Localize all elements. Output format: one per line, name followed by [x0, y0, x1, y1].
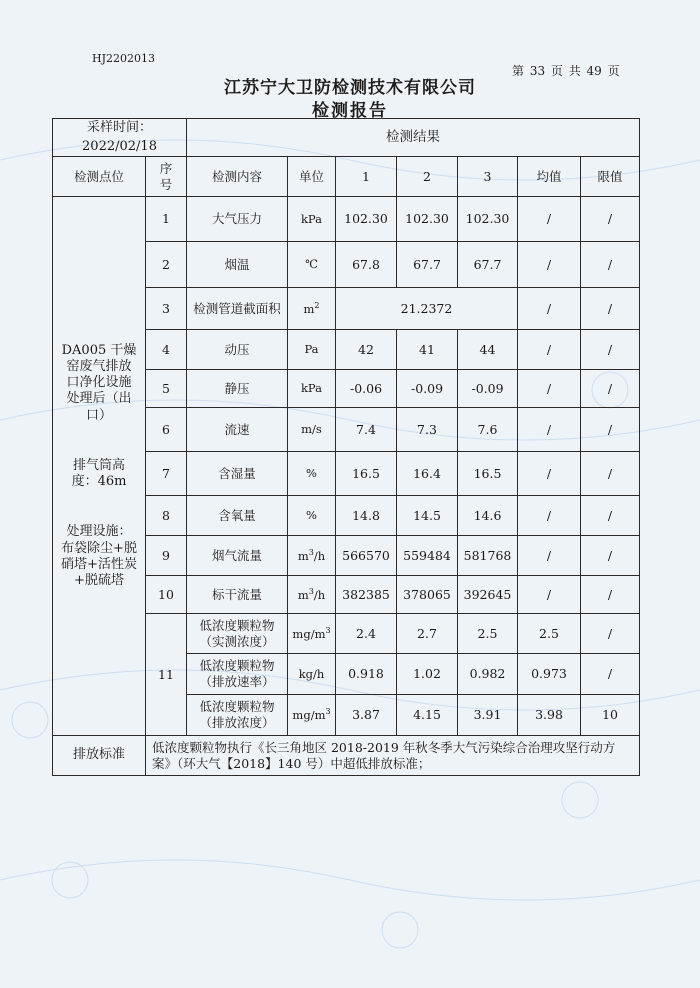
- row-avg: /: [518, 496, 581, 536]
- row-avg: /: [518, 330, 581, 370]
- row-v2: 2.7: [397, 614, 458, 654]
- col-item-header: 检测内容: [187, 157, 288, 197]
- row-limit: /: [581, 536, 640, 576]
- row-item: 标干流量: [187, 576, 288, 614]
- row-v3: 392645: [458, 576, 518, 614]
- row-unit: kPa: [288, 370, 336, 408]
- row-seq: 2: [146, 242, 187, 288]
- row-seq: 3: [146, 288, 187, 330]
- row-v1: 0.918: [336, 654, 397, 695]
- standard-row: [53, 736, 640, 776]
- row-limit: /: [581, 614, 640, 654]
- row-item: 流速: [187, 408, 288, 452]
- row-v2: 378065: [397, 576, 458, 614]
- row-v2: -0.09: [397, 370, 458, 408]
- row-limit: 10: [581, 695, 640, 736]
- col-avg-header: 均值: [518, 157, 581, 197]
- row-seq: 10: [146, 576, 187, 614]
- row-v2: 559484: [397, 536, 458, 576]
- report-title: 检测报告: [312, 101, 388, 121]
- row-avg: 3.98: [518, 695, 581, 736]
- row-item: 烟温: [187, 242, 288, 288]
- row-v1: 102.30: [336, 197, 397, 242]
- row-unit: $mg/m^3$: [288, 614, 336, 654]
- row-limit: /: [581, 452, 640, 496]
- row-item: 大气压力: [187, 197, 288, 242]
- row-avg: /: [518, 242, 581, 288]
- row-v3: 16.5: [458, 452, 518, 496]
- row-v1: 67.8: [336, 242, 397, 288]
- row-v1: 7.4: [336, 408, 397, 452]
- row-v3: 0.982: [458, 654, 518, 695]
- row-v2: 4.15: [397, 695, 458, 736]
- stack-height: 排气筒高度：46m: [71, 457, 127, 490]
- row-v3: 3.91: [458, 695, 518, 736]
- row-unit: %: [288, 496, 336, 536]
- row-avg: /: [518, 536, 581, 576]
- row-avg: 2.5: [518, 614, 581, 654]
- row-v1: 566570: [336, 536, 397, 576]
- row-avg: /: [518, 408, 581, 452]
- row-unit: kg/h: [288, 654, 336, 695]
- results-table: [52, 118, 640, 776]
- row-v2: 14.5: [397, 496, 458, 536]
- row-unit: Pa: [288, 330, 336, 370]
- row-v3: 7.6: [458, 408, 518, 452]
- row-v3: 14.6: [458, 496, 518, 536]
- sampling-time-label: 采样时间：: [86, 120, 152, 136]
- row-avg: /: [518, 370, 581, 408]
- row-seq: 1: [146, 197, 187, 242]
- row-v2: 67.7: [397, 242, 458, 288]
- location-cell: [53, 197, 146, 736]
- row-limit: /: [581, 408, 640, 452]
- row-seq: 5: [146, 370, 187, 408]
- row-v1: 2.4: [336, 614, 397, 654]
- row-unit: $m^3/h$: [288, 576, 336, 614]
- row-merged-value: 21.2372: [336, 288, 518, 330]
- row-item: 含氧量: [187, 496, 288, 536]
- row-unit: $m^3/h$: [288, 536, 336, 576]
- row-item: 低浓度颗粒物 （排放速率）: [187, 654, 288, 695]
- col-1-header: 1: [336, 157, 397, 197]
- location-point: DA005 干燥窑废气排放口净化设施处理后（出口）: [61, 342, 137, 423]
- row-unit: m/s: [288, 408, 336, 452]
- col-seq-header: 序号: [146, 157, 187, 197]
- row-unit: ℃: [288, 242, 336, 288]
- row-v2: 1.02: [397, 654, 458, 695]
- row-limit: /: [581, 370, 640, 408]
- company-name: 江苏宁大卫防检测技术有限公司: [224, 78, 476, 98]
- row-v1: 16.5: [336, 452, 397, 496]
- row-avg: /: [518, 288, 581, 330]
- row-avg: /: [518, 452, 581, 496]
- row-unit: $mg/m^3$: [288, 695, 336, 736]
- row-v1: 3.87: [336, 695, 397, 736]
- row-item: 动压: [187, 330, 288, 370]
- row-v2: 7.3: [397, 408, 458, 452]
- row-limit: /: [581, 576, 640, 614]
- row-v2: 102.30: [397, 197, 458, 242]
- col-3-header: 3: [458, 157, 518, 197]
- row-v3: 2.5: [458, 614, 518, 654]
- row-v3: 44: [458, 330, 518, 370]
- table-row: [53, 197, 640, 242]
- row-v1: 42: [336, 330, 397, 370]
- row-avg: /: [518, 197, 581, 242]
- row-limit: /: [581, 330, 640, 370]
- row-item: 烟气流量: [187, 536, 288, 576]
- standard-text: 低浓度颗粒物执行《长三角地区 2018-2019 年秋冬季大气污染综合治理攻坚行动方案》（环大气【2018】140 号）中超低排放标准；: [146, 736, 640, 776]
- row-limit: /: [581, 242, 640, 288]
- row-v3: -0.09: [458, 370, 518, 408]
- row-seq: 9: [146, 536, 187, 576]
- row-item: 低浓度颗粒物 （实测浓度）: [187, 614, 288, 654]
- row-unit: kPa: [288, 197, 336, 242]
- row-v1: 14.8: [336, 496, 397, 536]
- document-code: HJ2202013: [92, 52, 155, 65]
- row-limit: /: [581, 288, 640, 330]
- row-limit: /: [581, 197, 640, 242]
- col-point-header: 检测点位: [53, 157, 146, 197]
- results-header: 检测结果: [187, 119, 640, 157]
- row-avg: 0.973: [518, 654, 581, 695]
- col-2-header: 2: [397, 157, 458, 197]
- row-seq: 11: [146, 614, 187, 736]
- row-seq: 7: [146, 452, 187, 496]
- row-seq: 4: [146, 330, 187, 370]
- page-number: 第 33 页 共 49 页: [512, 64, 620, 78]
- row-avg: /: [518, 576, 581, 614]
- row-v3: 102.30: [458, 197, 518, 242]
- row-v1: -0.06: [336, 370, 397, 408]
- row-limit: /: [581, 654, 640, 695]
- row-unit: $m^2$: [288, 288, 336, 330]
- row-seq: 6: [146, 408, 187, 452]
- row-unit: %: [288, 452, 336, 496]
- row-v3: 581768: [458, 536, 518, 576]
- row-seq: 8: [146, 496, 187, 536]
- col-limit-header: 限值: [581, 157, 640, 197]
- row-v3: 67.7: [458, 242, 518, 288]
- row-item: 低浓度颗粒物 （排放浓度）: [187, 695, 288, 736]
- row-item: 含湿量: [187, 452, 288, 496]
- sampling-date: 2022/02/18: [82, 138, 157, 154]
- col-unit-header: 单位: [288, 157, 336, 197]
- row-item: 检测管道截面积: [187, 288, 288, 330]
- sampling-time-cell: [53, 119, 187, 157]
- row-v2: 16.4: [397, 452, 458, 496]
- standard-label: 排放标准: [53, 736, 146, 776]
- row-v1: 382385: [336, 576, 397, 614]
- row-v2: 41: [397, 330, 458, 370]
- row-item: 静压: [187, 370, 288, 408]
- row-limit: /: [581, 496, 640, 536]
- treatment-facility: 处理设施：布袋除尘+脱硝塔+活性炭+脱硫塔: [61, 524, 137, 589]
